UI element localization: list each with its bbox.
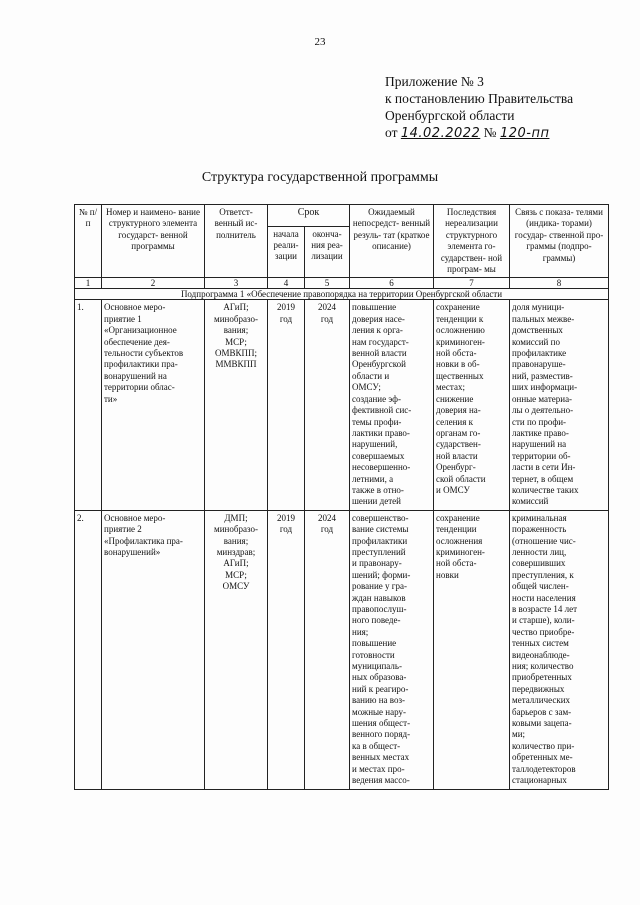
cell-consequences xyxy=(434,300,510,510)
cell-expected xyxy=(350,300,434,510)
cell-line: «Профилактика пра- xyxy=(104,535,183,546)
cell-line: ших информаци- xyxy=(512,382,578,393)
cell-line: приятие 1 xyxy=(104,313,142,324)
cell-line: совершенство- xyxy=(352,512,409,523)
cell-num: 2. xyxy=(75,510,102,789)
cell-line: и старше), коли- xyxy=(512,615,575,626)
cell-line: сохранение xyxy=(436,302,480,313)
cell-line: несовершенно- xyxy=(352,462,411,473)
cell-line: лактики право- xyxy=(352,427,410,438)
cell-line: ДМП; xyxy=(224,512,248,523)
header-term: Срок xyxy=(268,205,350,227)
cell-line: местах; xyxy=(436,382,465,393)
cell-line: повышение xyxy=(352,302,397,313)
cell-link xyxy=(510,510,609,789)
cell-line: и ОМСУ xyxy=(436,484,470,495)
cell-line: криминальная xyxy=(512,512,567,523)
cell-line: новки в об- xyxy=(436,359,480,370)
cell-line: области и xyxy=(352,370,390,381)
document-title: Структура государственной программы xyxy=(201,170,439,185)
cell-executor xyxy=(205,300,268,510)
cell-line: вания; xyxy=(223,535,249,546)
cell-line: вание системы xyxy=(352,524,409,535)
cell-line: в возрасте 14 лет xyxy=(512,604,578,614)
cell-line: тернет, в общем xyxy=(512,473,574,484)
appendix-line-decree: к постановлению Правительства xyxy=(385,91,574,106)
program-structure-table xyxy=(74,204,609,790)
cell-line: металлических xyxy=(512,695,571,706)
cell-line: правопослуш- xyxy=(352,604,407,614)
header-end: оконча- ния реа- лизации xyxy=(305,226,350,278)
cell-line: ждан навыков xyxy=(352,592,406,603)
cell-line: муниципаль- xyxy=(352,661,402,672)
cell-line: криминоген- xyxy=(436,336,485,347)
cell-line: ласти в сети Ин- xyxy=(512,462,576,473)
cell-line: тельности субъектов xyxy=(104,348,184,359)
cell-line: щественных xyxy=(436,370,484,381)
cell-line: пальных межве- xyxy=(512,313,575,324)
cell-line: осложнения xyxy=(436,535,483,546)
cell-line: количество при- xyxy=(512,740,575,751)
cell-line: ской области xyxy=(436,473,486,484)
appendix-line-region: Оренбургской области xyxy=(385,108,515,123)
header-expected: Ожидаемый непосредст- венный резуль- тат (краткое описание) xyxy=(350,205,434,278)
cell-line: лы о деятельно- xyxy=(512,405,574,416)
cell-line: новки xyxy=(436,569,459,580)
cell-line: ной обста- xyxy=(436,558,477,569)
cell-line: селения к xyxy=(436,416,473,427)
cell-line: венной власти xyxy=(352,348,407,359)
cell-line: сохранение xyxy=(436,512,480,523)
column-number: 1 xyxy=(75,278,102,289)
cell-line: вонарушений» xyxy=(104,546,161,557)
cell-start xyxy=(268,510,305,789)
cell-line: профилактике xyxy=(512,348,567,359)
column-number: 5 xyxy=(305,278,350,289)
subprogram-title: Подпрограмма 1 «Обеспечение правопорядка на территории Оренбургской области xyxy=(75,289,609,300)
cell-line: тенденции xyxy=(436,524,477,535)
number-label: № xyxy=(483,125,497,140)
cell-line: и правонару- xyxy=(352,558,402,569)
cell-line: ной обста- xyxy=(436,348,477,359)
header-name: Номер и наимено- вание структурного элемента государст- венной программы xyxy=(102,205,205,278)
cell-line: минздрав; xyxy=(216,546,256,557)
cell-line: вонарушений на xyxy=(104,370,167,381)
cell-line: нарушений на xyxy=(512,439,567,450)
table-row xyxy=(75,300,609,510)
cell-line: можные нару- xyxy=(352,706,406,717)
cell-line: год xyxy=(320,524,334,535)
cell-line: нарушений, xyxy=(352,439,398,450)
cell-line: АГиП; xyxy=(223,302,249,313)
cell-line: передвижных xyxy=(512,683,565,694)
header-num: № п/п xyxy=(75,205,102,278)
cell-line: АГиП; xyxy=(223,558,249,569)
cell-line: барьеров с зам- xyxy=(512,706,572,717)
cell-line: территории облас- xyxy=(104,382,175,393)
cell-line: Основное меро- xyxy=(104,512,166,523)
cell-line: пораженность xyxy=(512,524,567,535)
cell-line: приятие 2 xyxy=(104,524,142,535)
cell-line: 2019 xyxy=(277,302,295,313)
cell-line: ведения массо- xyxy=(352,775,410,786)
cell-line: (отношение чис- xyxy=(512,535,576,546)
cell-line: год xyxy=(279,524,293,535)
cell-line: преступления, к xyxy=(512,569,574,580)
column-number: 6 xyxy=(350,278,434,289)
cell-line: ной власти xyxy=(436,450,478,461)
page-number: 23 xyxy=(314,36,326,48)
cell-line: МСР; xyxy=(225,569,247,580)
cell-line: рование у гра- xyxy=(352,581,407,592)
header-link: Связь с показа- телями (индика- торами) государ- ственной про- граммы (подпро- граммы) xyxy=(510,205,609,278)
cell-start xyxy=(268,300,305,510)
column-number: 7 xyxy=(434,278,510,289)
table-row xyxy=(75,510,609,789)
cell-line: преступлений xyxy=(352,546,406,557)
cell-line: ния; количество xyxy=(512,661,574,672)
appendix-date-line xyxy=(385,124,573,142)
cell-line: летними, а xyxy=(352,473,394,484)
cell-line: 2019 xyxy=(277,512,295,523)
decree-date: 14.02.2022 xyxy=(400,126,481,141)
cell-num: 1. xyxy=(75,300,102,510)
cell-line: вания; xyxy=(223,325,249,336)
cell-line: ковыми зацепа- xyxy=(512,718,572,729)
cell-line: минобразо- xyxy=(214,313,258,324)
cell-line: сударствен- xyxy=(436,439,481,450)
cell-line: совершаемых xyxy=(352,450,405,461)
cell-end xyxy=(305,510,350,789)
column-number: 8 xyxy=(510,278,609,289)
appendix-title: Приложение № 3 xyxy=(385,74,484,89)
cell-line: МСР; xyxy=(225,336,247,347)
cell-line: домственных xyxy=(512,325,563,336)
cell-line: венного поряд- xyxy=(352,729,411,740)
subprogram-row xyxy=(75,289,609,300)
cell-line: приобретенных xyxy=(512,672,572,683)
cell-line: профилактики пра- xyxy=(104,359,178,370)
cell-line: совершивших xyxy=(512,558,566,569)
cell-line: ленности лиц, xyxy=(512,546,567,557)
cell-line: создание эф- xyxy=(352,393,401,404)
column-number: 2 xyxy=(102,278,205,289)
cell-line: ний к реагиро- xyxy=(352,683,409,694)
column-number: 4 xyxy=(268,278,305,289)
cell-line: доверия на- xyxy=(436,405,481,416)
cell-line: чество приобре- xyxy=(512,626,575,637)
cell-line: также в отно- xyxy=(352,484,404,495)
cell-line: криминоген- xyxy=(436,546,485,557)
cell-line: комиссий xyxy=(512,496,549,507)
cell-line: ности населения xyxy=(512,592,576,603)
cell-line: обретенных ме- xyxy=(512,752,573,763)
cell-line: ных образова- xyxy=(352,672,407,683)
cell-line: онные материа- xyxy=(512,393,573,404)
cell-name xyxy=(102,510,205,789)
cell-line: готовности xyxy=(352,649,395,660)
cell-line: ти» xyxy=(104,393,118,404)
column-number: 3 xyxy=(205,278,268,289)
cell-line: ММВКПП xyxy=(215,359,257,370)
cell-line: ми; xyxy=(512,729,526,740)
cell-line: повышение xyxy=(352,638,397,649)
cell-line: ОМВКПП; xyxy=(214,348,257,359)
cell-line: и местах про- xyxy=(352,763,405,774)
cell-line: сти по профи- xyxy=(512,416,567,427)
header-consequences: Последствия нереализации структурного элемента го- сударствен- ной програм- мы xyxy=(434,205,510,278)
cell-line: Оренбург- xyxy=(436,462,476,473)
appendix-block xyxy=(385,73,573,142)
cell-line: тенных систем xyxy=(512,638,569,649)
cell-line: тенденции к xyxy=(436,313,484,324)
from-label: от xyxy=(385,125,398,140)
cell-line: Оренбургской xyxy=(352,359,406,370)
cell-line: ка в общест- xyxy=(352,740,401,751)
cell-expected xyxy=(350,510,434,789)
cell-line: профилактики xyxy=(352,535,408,546)
cell-line: доверия насе- xyxy=(352,313,405,324)
cell-line: венных местах xyxy=(352,752,410,763)
cell-link xyxy=(510,300,609,510)
cell-consequences xyxy=(434,510,510,789)
cell-line: общей числен- xyxy=(512,581,569,592)
cell-line: видеонаблюде- xyxy=(512,649,570,660)
cell-line: «Организационное xyxy=(104,325,177,336)
cell-end xyxy=(305,300,350,510)
cell-line: снижение xyxy=(436,393,474,404)
cell-line: территории об- xyxy=(512,450,571,461)
cell-line: нам государст- xyxy=(352,336,409,347)
cell-line: шении детей xyxy=(352,496,401,507)
cell-executor xyxy=(205,510,268,789)
cell-line: шений; форми- xyxy=(352,569,411,580)
cell-line: таллодетекторов xyxy=(512,763,576,774)
cell-line: органам го- xyxy=(436,427,481,438)
cell-line: Основное меро- xyxy=(104,302,166,313)
cell-line: правонаруше- xyxy=(512,359,566,370)
cell-line: лактике право- xyxy=(512,427,569,438)
cell-line: год xyxy=(320,313,334,324)
cell-line: ванию на воз- xyxy=(352,695,406,706)
cell-line: минобразо- xyxy=(214,524,258,535)
header-start: начала реали- зации xyxy=(268,226,305,278)
cell-line: обеспечение дея- xyxy=(104,336,170,347)
decree-number: 120-пп xyxy=(499,126,550,141)
cell-line: доля муници- xyxy=(512,302,565,313)
cell-name xyxy=(102,300,205,510)
cell-line: год xyxy=(279,313,293,324)
cell-line: ления к орга- xyxy=(352,325,403,336)
cell-line: шения общест- xyxy=(352,718,411,729)
header-executor: Ответст- венный ис- полнитель xyxy=(205,205,268,278)
cell-line: комиссий по xyxy=(512,336,560,347)
cell-line: темы профи- xyxy=(352,416,402,427)
cell-line: 2024 xyxy=(318,302,336,313)
cell-line: ОМСУ; xyxy=(352,382,381,393)
cell-line: ного поведе- xyxy=(352,615,401,626)
cell-line: ний, разместив- xyxy=(512,370,573,381)
cell-line: ОМСУ xyxy=(222,581,250,592)
cell-line: 2024 xyxy=(318,512,336,523)
cell-line: осложнению xyxy=(436,325,485,336)
cell-line: количестве таких xyxy=(512,484,579,495)
cell-line: стационарных xyxy=(512,775,567,786)
cell-line: фективной сис- xyxy=(352,405,412,416)
column-number-row xyxy=(75,278,609,289)
cell-line: ния; xyxy=(352,626,369,637)
